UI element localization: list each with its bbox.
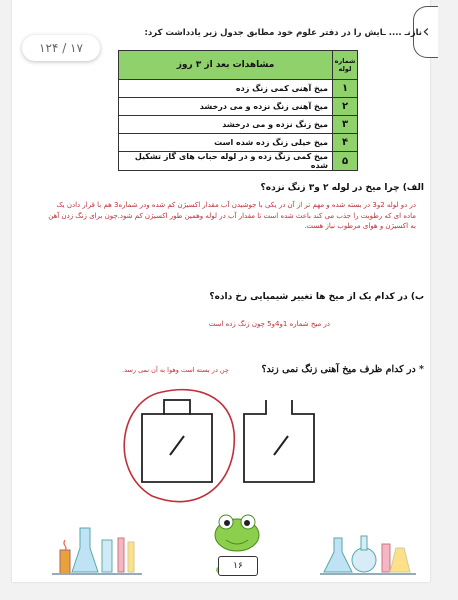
page-counter[interactable]: ۱۲۴ / ۱۷	[22, 35, 100, 61]
question-b: ب) در کدام یک از میخ ها تغییر شیمیایی رخ داده؟	[209, 292, 424, 302]
column-header-observation: مشاهدات بعد از ۳ روز	[119, 51, 333, 80]
lab-equipment-left-icon	[52, 528, 142, 574]
lab-equipment-right-icon	[320, 536, 416, 574]
answer-a: در دو لوله 2و3 در بسته شده و مهم تر از آن در یکی با جوشیدن آب مقدار اکسیژن کم شده ودر شماره3 هم با قرار دادن یک ماده ای که رطوبت را جذب می کند باعث شده است تا مقدار آب در لوله وهمین طور اکسیژن کم شود.چون برای زنگ زدن آهن به اکسیژن و هوای مرطوب نیاز هست.	[48, 201, 416, 230]
instruction-text: نازنـ .... ـایش را در دفتر علوم خود مطابق جدول زیر یادداشت کرد:	[144, 28, 422, 38]
row-text: میخ کمی زنگ زده و در لوله حباب های گاز تشکیل شده	[119, 152, 333, 171]
answer-c: چن در بسته است وهوا به آن نمی رسد.	[122, 366, 229, 374]
answer-b: در میخ شماره 1و4و5 چون زنگ زده است	[208, 320, 330, 328]
row-number: ۱	[333, 80, 358, 98]
sealed-jar-drawing	[142, 400, 212, 482]
question-c: * در کدام ظرف میخ آهنی زنگ نمی زند؟	[261, 364, 424, 375]
row-number: ۲	[333, 98, 358, 116]
side-tab[interactable]: ‹	[413, 6, 438, 58]
worksheet-page	[12, 0, 430, 582]
row-text: میخ خیلی زنگ زده شده است	[119, 134, 333, 152]
row-number: ۴	[333, 134, 358, 152]
question-a: الف) چرا میخ در لوله ۲ و۳ زنگ نزده؟	[260, 183, 424, 193]
open-jar-drawing	[244, 400, 314, 482]
page-number: ۱۶	[218, 556, 258, 576]
row-text: میخ زنگ نزده و می درخشد	[119, 116, 333, 134]
row-number: ۵	[333, 152, 358, 171]
row-number: ۳	[333, 116, 358, 134]
containers-illustration	[12, 0, 430, 582]
row-text: میخ آهنی زنگ نزده و می درخشد	[119, 98, 333, 116]
column-header-number: شماره لوله	[333, 51, 358, 80]
row-text: میخ آهنی کمی زنگ زده	[119, 80, 333, 98]
